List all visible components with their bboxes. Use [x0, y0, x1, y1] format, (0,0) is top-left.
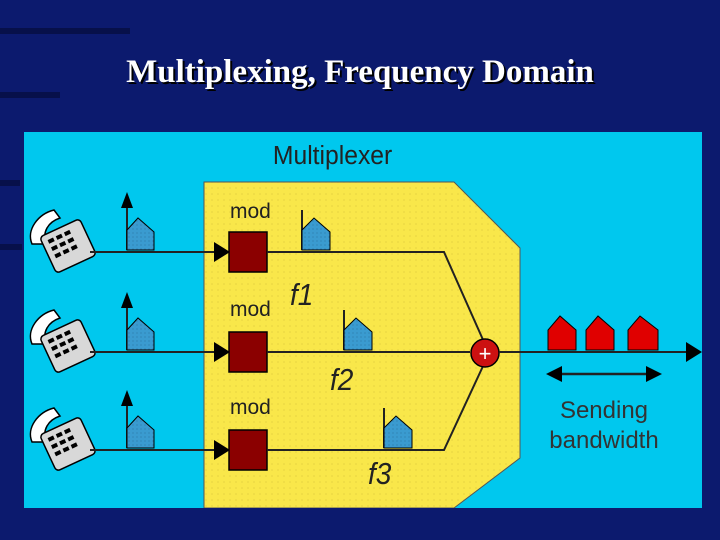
slide-title: Multiplexing, Frequency Domain: [126, 54, 594, 90]
telephone-icon: [30, 310, 96, 373]
modulator-label: mod: [230, 200, 271, 223]
background-stripe: [0, 28, 130, 34]
baseband-spectrum: [121, 390, 154, 448]
fdm-diagram: [24, 132, 702, 508]
frequency-label-f2: f2: [330, 364, 354, 398]
frequency-label-f1: f1: [290, 278, 314, 313]
output-arrowhead: [686, 342, 702, 362]
multiplexed-spectrum: [548, 316, 658, 350]
sending-bandwidth-label-line2: bandwidth: [549, 427, 659, 454]
background-stripe: [0, 180, 20, 186]
frequency-label-f3: f3: [368, 458, 392, 492]
modulator-label: mod: [230, 396, 271, 419]
telephone-icon: [30, 408, 96, 471]
multiplexer-label: Multiplexer: [272, 141, 393, 171]
background-stripe: [0, 92, 60, 98]
modulator-label: mod: [230, 298, 271, 321]
adder-symbol: +: [478, 341, 492, 366]
modulator-box: [229, 430, 267, 470]
telephone-icon: [30, 210, 96, 273]
modulator-box: [229, 332, 267, 372]
sending-bandwidth-label-line1: Sending: [559, 397, 649, 424]
baseband-spectrum: [121, 292, 154, 350]
bandwidth-arrow: [546, 366, 662, 382]
modulator-box: [229, 232, 267, 272]
background-stripe: [0, 244, 22, 250]
baseband-spectrum: [121, 192, 154, 250]
diagram-panel: [24, 132, 702, 508]
